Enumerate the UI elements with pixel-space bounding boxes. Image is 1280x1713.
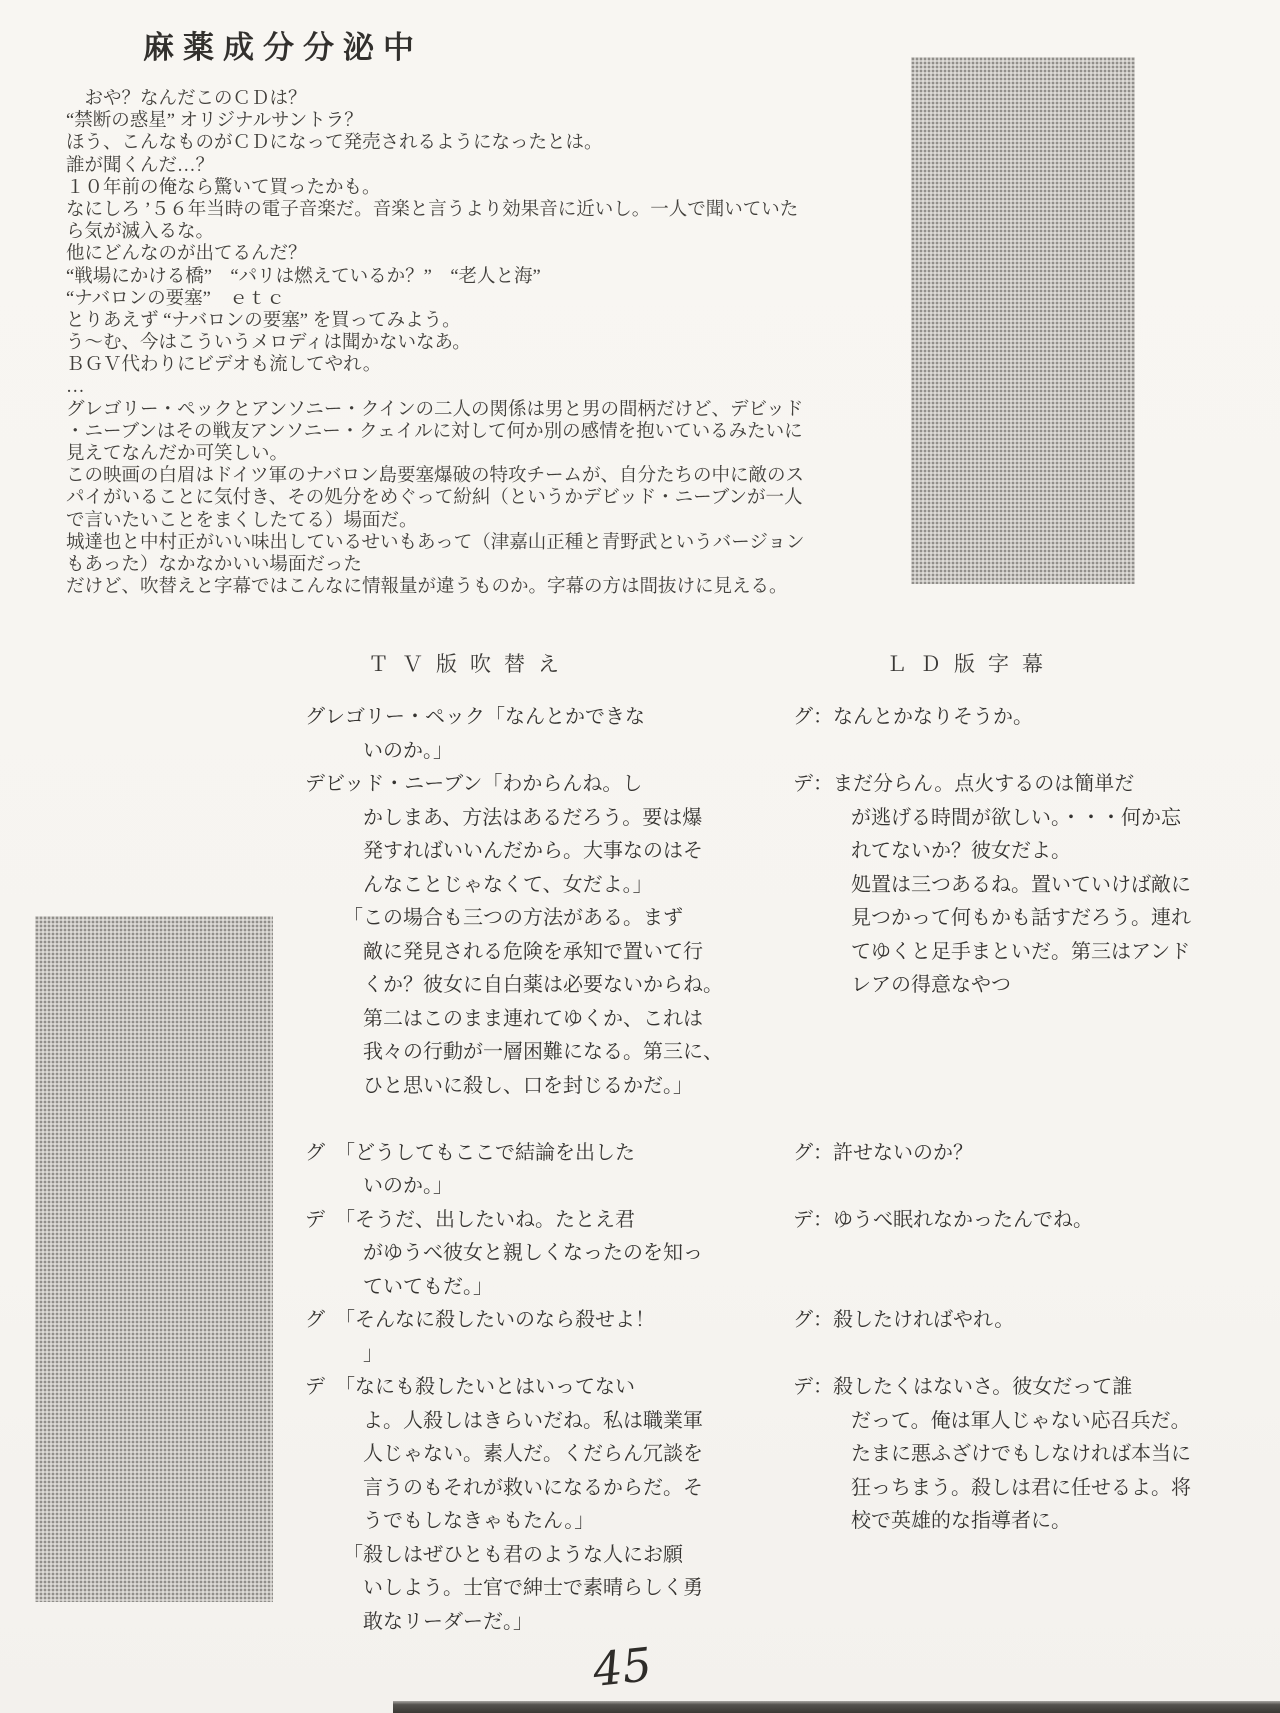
- dialogue-line: いのか。」: [363, 1175, 453, 1197]
- scan-edge-bar: [393, 1701, 1280, 1713]
- dialogue-line: だって。俺は軍人じゃない応召兵だ。: [851, 1409, 1191, 1432]
- intro-line: 見えてなんだか可笑しい。: [66, 444, 289, 464]
- dialogue-line: グ：許せないのか？: [793, 1141, 973, 1164]
- intro-paragraph: [66, 88, 926, 598]
- dialogue-line: てゆくと足手まといだ。第三はアンド: [851, 940, 1191, 963]
- dialogue-line: [793, 1103, 1223, 1137]
- column-header-ld-subtitle: ＬＤ版字幕: [886, 652, 1056, 676]
- dialogue-line: グ：殺したければやれ。: [793, 1309, 1015, 1331]
- intro-line: この映画の白眉はドイツ軍のナバロン島要塞爆破の特攻チームが、自分たちの中に敵のス: [66, 466, 804, 487]
- dialogue-line: デビッド・ニーブン「わからんね。し: [305, 773, 643, 795]
- dialogue-line: デ 「そうだ、出したいね。たとえ君: [305, 1208, 635, 1231]
- dialogue-line: [793, 1271, 1223, 1305]
- halftone-image-top-right: [911, 57, 1135, 584]
- dialogue-line: んなことじゃなくて、女だよ。」: [363, 873, 653, 896]
- intro-line: “戦場にかける橋” “パリは燃えているか？” “老人と海”: [66, 266, 541, 287]
- dialogue-line: 「殺しはぜひとも君のような人にお願: [343, 1543, 683, 1566]
- intro-line: 他にどんなのが出てるんだ？: [66, 244, 307, 265]
- dialogue-line: がゆうべ彼女と親しくなったのを知っ: [363, 1242, 703, 1264]
- intro-line: “ナバロンの要塞” ｅｔｃ: [66, 288, 285, 309]
- dialogue-line: かしまあ、方法はあるだろう。要は爆: [363, 806, 703, 829]
- dialogue-line: ひと思いに殺し、口を封じるかだ。」: [363, 1074, 693, 1097]
- dialogue-line: 狂っちまう。殺しは君に任せるよ。将: [851, 1476, 1191, 1499]
- dialogue-line: 処置は三つあるね。置いていけば敵に: [851, 873, 1191, 896]
- dialogue-line: うでもしなきゃもたん。」: [363, 1510, 595, 1532]
- intro-line: 誰が聞くんだ…？: [66, 155, 215, 176]
- dialogue-line: 「この場合も三つの方法がある。まず: [343, 907, 683, 929]
- intro-line: おや？なんだこのＣＤは？: [66, 89, 307, 109]
- dialogue-line: [793, 1036, 1223, 1070]
- dialogue-line: 言うのもそれが救いになるからだ。そ: [363, 1476, 703, 1499]
- dialogue-line: いのか。」: [363, 739, 453, 762]
- page-title: 麻薬成分分泌中: [143, 30, 423, 65]
- dialogue-line: 敵に発見される危険を承知で置いて行: [363, 940, 703, 963]
- dialogue-line: [793, 1237, 1223, 1271]
- intro-line: う〜む、今はこういうメロディは聞かないなあ。: [66, 333, 471, 354]
- dialogue-line: デ：ゆうべ眠れなかったんでね。: [793, 1208, 1093, 1231]
- tv-dub-column: [305, 701, 725, 1639]
- column-header-tv-dub: ＴＶ版吹替え: [368, 652, 572, 676]
- intro-line: 城達也と中村正がいい味出しているせいもあって（津嘉山正種と青野武というバージョン: [66, 532, 805, 553]
- dialogue-line: いしよう。士官で紳士で素晴らしく勇: [363, 1577, 703, 1599]
- page-number: 45: [590, 1637, 655, 1697]
- dialogue-line: グ：なんとかなりそうか。: [793, 706, 1033, 728]
- intro-line: とりあえず “ナバロンの要塞” を買ってみよう。: [66, 310, 461, 331]
- dialogue-line: ていてもだ。」: [363, 1275, 493, 1298]
- intro-line: “禁断の惑星” オリジナルサントラ？: [66, 111, 363, 132]
- dialogue-line: [793, 1170, 1223, 1204]
- dialogue-line: くか？彼女に自白薬は必要ないからね。: [363, 974, 723, 996]
- intro-line: で言いたいことをまくしたてる）場面だ。: [66, 510, 418, 531]
- dialogue-line: グレゴリー・ペック「なんとかできな: [305, 706, 645, 728]
- dialogue-line: デ 「なにも殺したいとはいってない: [305, 1376, 635, 1398]
- dialogue-line: たまに悪ふざけでもしなければ本当に: [851, 1443, 1191, 1465]
- dialogue-line: [305, 1103, 725, 1137]
- intro-line: １０年前の俺なら驚いて買ったかも。: [66, 177, 381, 198]
- dialogue-line: よ。人殺しはきらいだね。私は職業軍: [363, 1409, 703, 1432]
- intro-line: グレゴリー・ペックとアンソニー・クインの二人の関係は男と男の間柄だけど、デビッド: [66, 399, 804, 420]
- intro-line: だけど、吹替えと字幕ではこんなに情報量が違うものか。字幕の方は間抜けに見える。: [66, 577, 788, 598]
- intro-line: ＢＧＶ代わりにビデオも流してやれ。: [66, 355, 382, 376]
- dialogue-line: れてないか？彼女だよ。: [851, 840, 1071, 862]
- intro-line: …: [66, 377, 85, 398]
- dialogue-line: 発すればいいんだから。大事なのはそ: [363, 840, 703, 862]
- dialogue-line: [793, 735, 1223, 769]
- dialogue-line: 敢なリーダーだ。」: [363, 1610, 533, 1633]
- halftone-image-left: [35, 916, 273, 1602]
- dialogue-line: 」: [363, 1342, 383, 1365]
- intro-line: なにしろ ’５６年当時の電子音楽だ。音楽と言うより効果音に近いし。一人で聞いていた: [66, 199, 799, 220]
- dialogue-line: [793, 1070, 1223, 1104]
- intro-line: パイがいることに気付き、その処分をめぐって紛糾（というかデビッド・ニーブンが一人: [66, 488, 803, 509]
- intro-line: ら気が滅入るな。: [66, 222, 215, 243]
- dialogue-line: [793, 1338, 1223, 1372]
- dialogue-line: 校で英雄的な指導者に。: [851, 1510, 1071, 1532]
- intro-line: もあった）なかなかいい場面だった: [66, 554, 362, 575]
- dialogue-line: 第二はこのまま連れてゆくか、これは: [363, 1007, 703, 1030]
- dialogue-line: 見つかって何もかも話すだろう。連れ: [851, 907, 1191, 929]
- dialogue-line: 我々の行動が一層困難になる。第三に、: [363, 1041, 723, 1063]
- dialogue-line: レアの得意なやつ: [851, 974, 1011, 996]
- dialogue-line: デ：まだ分らん。点火するのは簡単だ: [793, 773, 1135, 795]
- intro-line: ・ニーブンはその戦友アンソニー・クェイルに対して何か別の感情を抱いているみたいに: [66, 421, 803, 442]
- dialogue-line: グ 「そんなに殺したいのなら殺せよ！: [305, 1309, 655, 1331]
- ld-subtitle-column: [793, 701, 1223, 1539]
- dialogue-line: 人じゃない。素人だ。くだらん冗談を: [363, 1443, 703, 1465]
- intro-line: ほう、こんなものがＣＤになって発売されるようになったとは。: [66, 133, 603, 154]
- dialogue-line: デ：殺したくはないさ。彼女だって誰: [793, 1376, 1133, 1398]
- dialogue-line: [793, 1003, 1223, 1037]
- dialogue-line: が逃げる時間が欲しい。・・・何か忘: [851, 806, 1181, 829]
- dialogue-line: グ 「どうしてもここで結論を出した: [305, 1141, 635, 1164]
